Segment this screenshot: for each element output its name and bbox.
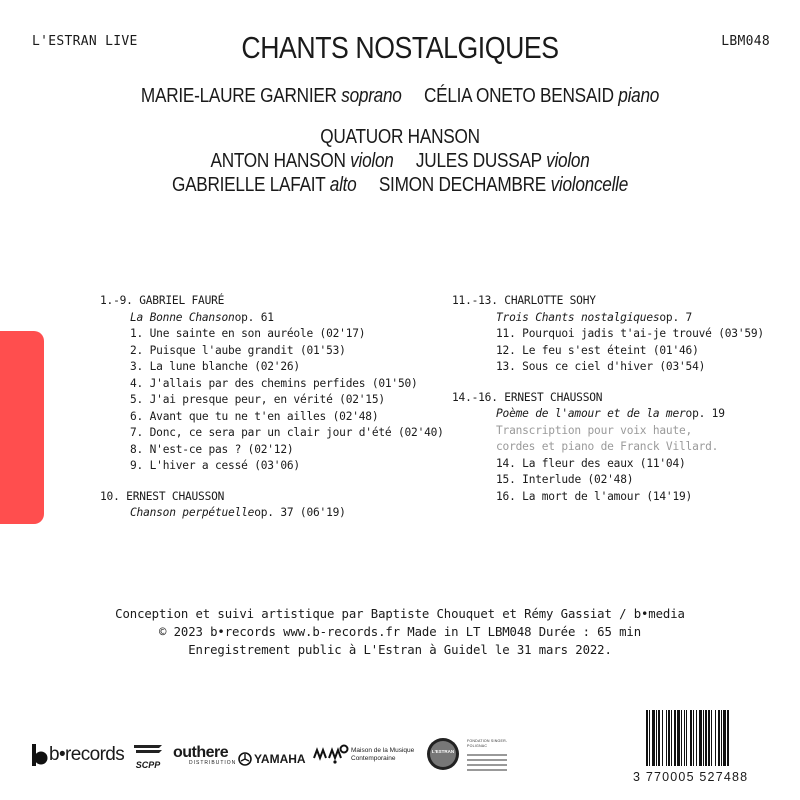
work-header [100, 489, 444, 506]
barcode-bar [715, 710, 716, 766]
outhere-wordmark: outhere [173, 744, 229, 761]
performers-line-2 [56, 150, 744, 173]
barcode-icon [644, 710, 768, 770]
track-row: 13. Sous ce ciel d'hiver (03'54) [496, 360, 706, 373]
work-opus: op. 7 [659, 310, 693, 324]
barcode-bar [658, 710, 660, 766]
scpp-mark-icon [132, 743, 164, 757]
barcode-bar [649, 710, 650, 766]
tracklist-left [100, 293, 444, 522]
composer: ERNEST CHAUSSON [504, 390, 603, 404]
barcode-bar [656, 710, 657, 766]
performer-name: JULES DUSSAP [415, 150, 542, 172]
estran-text: L'ESTRAN [431, 749, 455, 754]
performer-role: violon [546, 150, 590, 172]
track-row: 1. Une sainte en son auréole (02'17) [130, 327, 366, 340]
barcode-bar [662, 710, 663, 766]
work-opus: op. 37 (06'19) [254, 506, 346, 519]
credits-line: © 2023 b•records www.b-records.fr Made in LT LBM048 Durée : 65 min [158, 625, 642, 639]
quartet-name: QUATUOR HANSON [320, 126, 480, 148]
label-name: L'ESTRAN LIVE [32, 34, 138, 49]
b-records-wordmark: b•records [49, 744, 125, 765]
barcode-bar [690, 710, 692, 766]
work-name: La Bonne Chanson [130, 310, 235, 324]
track-range: 10. [100, 489, 120, 503]
b-mark-icon [32, 744, 48, 766]
performer-role: violon [350, 150, 394, 172]
work-name: Poème de l'amour et de la mer [496, 407, 686, 420]
work-opus: op. 61 [234, 310, 274, 324]
composer: ERNEST CHAUSSON [126, 489, 225, 503]
barcode-bar [721, 710, 722, 766]
scpp-logo [131, 742, 165, 770]
track-row: 7. Donc, ce sera par un clair jour d'été (02'40) [130, 426, 444, 439]
track-row: 14. La fleur des eaux (11'04) [496, 456, 686, 470]
track-row: 3. La lune blanche (02'26) [130, 360, 300, 373]
outhere-logo [173, 746, 236, 766]
polignac-text: FONDATION SINGER-POLIGNAC [467, 739, 508, 748]
performer-role: soprano [341, 85, 402, 107]
work-header [452, 293, 764, 310]
performer-role: alto [329, 174, 357, 196]
performer-name: SIMON DECHAMBRE [378, 174, 547, 196]
yamaha-wordmark: YAMAHA [254, 752, 306, 766]
barcode-bar [646, 710, 648, 766]
barcode-bar [674, 710, 676, 766]
track-row: 2. Puisque l'aube grandit (01'53) [130, 343, 346, 357]
work-title [452, 310, 764, 327]
track-row: 5. J'ai presque peur, en vérité (02'15) [130, 393, 385, 406]
barcode-bar [693, 710, 694, 766]
work-name: Trois Chants nostalgiques [496, 310, 660, 324]
barcode-bar [684, 710, 685, 766]
track-range: 11.-13. [452, 294, 498, 307]
barcode-bar [703, 710, 704, 766]
arrangement-note: cordes et piano de Franck Villard. [496, 440, 719, 453]
track-row: 15. Interlude (02'48) [496, 473, 634, 486]
barcode-digits: 3 770005 527488 [633, 770, 749, 784]
work-name: Chanson perpétuelle [130, 506, 255, 519]
track-row: 8. N'est-ce pas ? (02'12) [130, 442, 294, 456]
barcode-bar [671, 710, 672, 766]
work-title [100, 310, 444, 327]
credits [0, 605, 800, 659]
polignac-logo [467, 739, 519, 771]
b-records-logo [32, 744, 124, 766]
barcode-bar [699, 710, 702, 766]
barcode-bar [677, 710, 680, 766]
yamaha-tuning-forks-icon [238, 752, 252, 766]
album-title: CHANTS NOSTALGIQUES [241, 30, 559, 65]
barcode-bar [696, 710, 697, 766]
barcode-bar [686, 710, 687, 766]
track-range: 14.-16. [452, 390, 498, 404]
scpp-text: SCPP [135, 760, 161, 770]
barcode-bar [727, 710, 729, 766]
barcode-bar [681, 710, 682, 766]
red-accent-tab [0, 331, 44, 524]
performer-name: GABRIELLE LAFAIT [171, 174, 326, 196]
work-header [100, 293, 444, 310]
barcode-bar [705, 710, 707, 766]
work-title [452, 406, 764, 423]
performer-name: CÉLIA ONETO BENSAID [423, 85, 614, 107]
barcode-bar [666, 710, 667, 766]
track-row: 16. La mort de l'amour (14'19) [496, 489, 693, 503]
barcode-bar [718, 710, 720, 766]
barcode-bar [668, 710, 670, 766]
work-header [452, 390, 764, 407]
track-row: 9. L'hiver a cessé (03'06) [130, 459, 300, 472]
performers-line-3 [56, 174, 744, 197]
work-opus: op. 19 [685, 407, 725, 420]
performers-line-1 [56, 85, 744, 108]
track-row: 11. Pourquoi jadis t'ai-je trouvé (03'59) [496, 327, 764, 340]
track-row: 6. Avant que tu ne t'en ailles (02'48) [130, 409, 379, 423]
composer: GABRIEL FAURÉ [139, 294, 225, 307]
track-row: 4. J'allais par des chemins perfides (01'50) [130, 376, 418, 390]
mmc-text: Contemporaine [351, 755, 396, 762]
estran-disc-icon [430, 741, 456, 767]
arrangement-note: Transcription pour voix haute, [496, 423, 693, 437]
mmc-mark-icon [313, 744, 349, 766]
catalog-number: LBM048 [721, 34, 770, 49]
barcode-bar [708, 710, 710, 766]
barcode-bar [711, 710, 712, 766]
barcode-bar [723, 710, 726, 766]
tracklist-right [452, 293, 764, 505]
outhere-subtext: DISTRIBUTION [189, 760, 237, 766]
credits-line: Enregistrement public à L'Estran à Guidel le 31 mars 2022. [188, 643, 612, 657]
work-title [100, 505, 444, 522]
performer-name: MARIE-LAURE GARNIER [140, 85, 337, 107]
track-row: 12. Le feu s'est éteint (01'46) [496, 343, 699, 357]
performer-role: violoncelle [550, 174, 629, 196]
estran-logo [427, 738, 459, 770]
track-range: 1.-9. [100, 294, 133, 307]
yamaha-logo [238, 752, 306, 766]
barcode-bar [652, 710, 655, 766]
mmc-logo [313, 744, 414, 766]
mmc-text: Maison de la Musique [351, 747, 415, 754]
credits-line: Conception et suivi artistique par Baptiste Chouquet et Rémy Gassiat / b•media [115, 607, 685, 621]
performer-role: piano [618, 85, 660, 107]
composer: CHARLOTTE SOHY [504, 294, 596, 307]
performer-name: ANTON HANSON [210, 150, 346, 172]
